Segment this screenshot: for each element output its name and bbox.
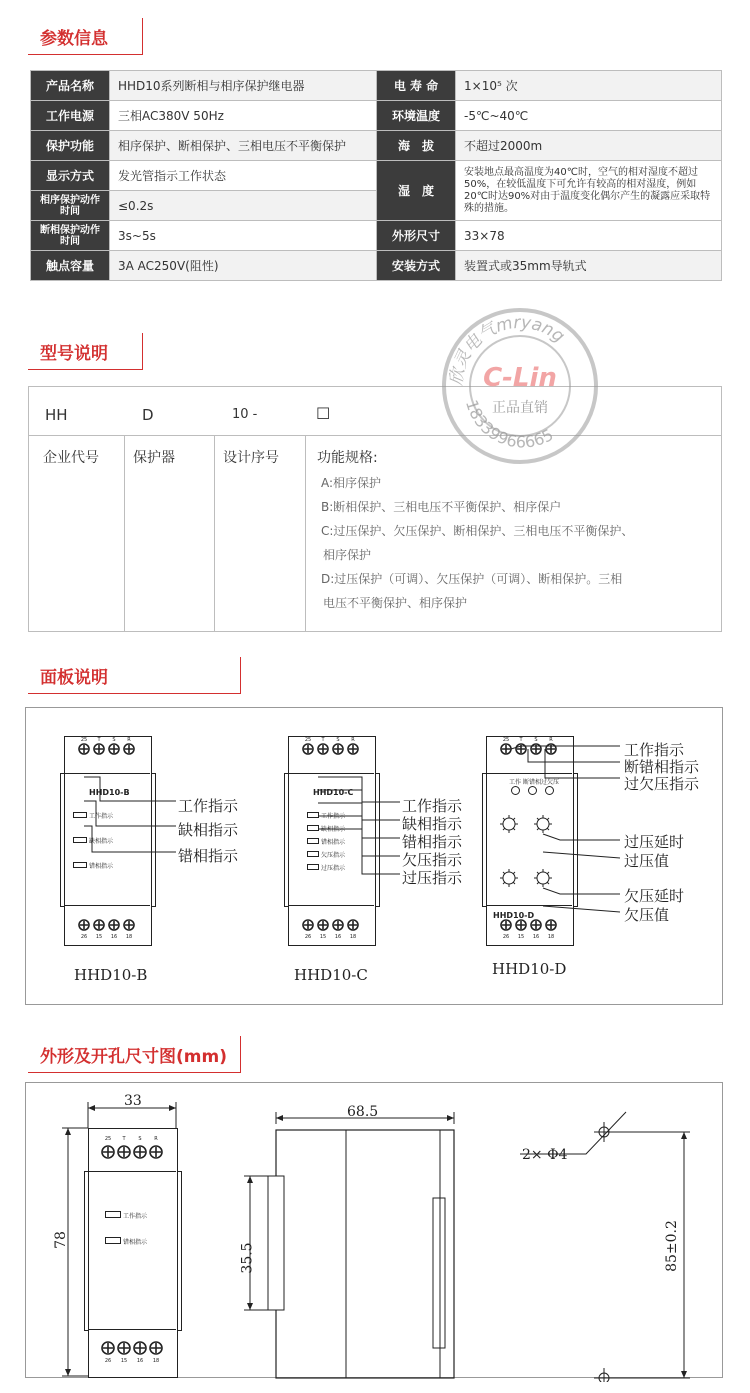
led-label: 工作指示 — [123, 1213, 148, 1220]
led-label: 错相指示 — [89, 863, 114, 870]
led-label: 欠压指示 — [321, 852, 346, 859]
callout-line — [543, 852, 620, 858]
dim-depth-label: 68.5 — [347, 1104, 379, 1120]
callout-line — [318, 816, 400, 856]
dim-height-label: 78 — [52, 1231, 69, 1249]
model-divider — [305, 435, 306, 631]
dim-rail-label: 35.5 — [239, 1242, 256, 1274]
terminal-label: 25 — [104, 1136, 112, 1142]
section-title-dimensions-text: 外形及开孔尺寸图(mm) — [40, 1047, 227, 1067]
callout-label: 欠压延时 — [624, 887, 685, 905]
terminal-label: 25 — [304, 737, 312, 743]
model-code: ☐ — [316, 404, 331, 423]
param-value: -5℃~40℃ — [456, 101, 722, 131]
side-view-slot — [433, 1198, 445, 1348]
model-divider — [124, 435, 125, 631]
led-label: 错相指示 — [123, 1239, 148, 1246]
section-title-panel — [28, 657, 241, 694]
terminal-label: 18 — [547, 934, 555, 940]
function-item: C:过压保护、欠压保护、断相保护、三相电压不平衡保护、 — [321, 524, 634, 538]
device-title: HHD10-D — [493, 911, 535, 920]
dim-pitch-label: 85±0.2 — [663, 1220, 680, 1272]
led-label: 缺相指示 — [89, 838, 114, 845]
section-title-model — [28, 333, 143, 370]
model-header: 企业代号 — [43, 450, 99, 466]
device-caption: HHD10-C — [294, 966, 368, 984]
model-header: 保护器 — [133, 450, 175, 466]
param-value: 33×78 — [456, 221, 722, 251]
callout-label: 过压指示 — [402, 869, 463, 887]
param-value: 安装地点最高温度为40℃时，空气的相对湿度不超过50%，在较低温度下可允许有较高的相对湿度，例如20℃时达90%对由于温度变化偶尔产生的凝露应采取特殊的措施。 — [456, 161, 722, 221]
terminal-label: T — [321, 737, 325, 743]
callout-line — [543, 906, 620, 912]
callout-line — [511, 746, 620, 749]
terminal-label: S — [112, 737, 116, 743]
table-row — [31, 251, 722, 281]
callout-line — [528, 749, 620, 762]
param-value: ≤0.2s — [110, 191, 377, 221]
dim-width-label: 33 — [124, 1093, 142, 1109]
callout-label: 过压延时 — [624, 833, 685, 851]
terminal-label: T — [519, 737, 523, 743]
callout-line — [84, 777, 176, 801]
watermark-stamp — [440, 306, 600, 466]
function-item: B:断相保护、三相电压不平衡保护、相序保户 — [321, 500, 562, 514]
param-value: 装置式或35mm导轨式 — [456, 251, 722, 281]
dimension-drawings — [0, 1082, 750, 1382]
terminal-label: 16 — [334, 934, 342, 940]
led-label: 过欠压 — [541, 779, 560, 786]
terminal-label: 16 — [136, 1358, 144, 1364]
param-label: 产品名称 — [31, 71, 110, 101]
terminal-label: S — [534, 737, 538, 743]
param-value: 相序保护、断相保护、三相电压不平衡保护 — [110, 131, 377, 161]
terminal-label: 26 — [502, 934, 510, 940]
table-row — [31, 71, 722, 101]
led-label: 工作 — [509, 779, 522, 786]
section-title-params — [28, 18, 143, 55]
callout-line — [84, 801, 176, 826]
callout-line — [543, 834, 620, 840]
param-value: 不超过2000m — [456, 131, 722, 161]
terminal-label: 25 — [80, 737, 88, 743]
terminal-label: 25 — [502, 737, 510, 743]
model-table — [28, 386, 722, 632]
callout-label: 工作指示 — [624, 741, 685, 759]
device-caption: HHD10-D — [492, 960, 567, 978]
param-label: 保护功能 — [31, 131, 110, 161]
param-label: 海 拔 — [377, 131, 456, 161]
terminal-label: 16 — [532, 934, 540, 940]
param-value: 三相AC380V 50Hz — [110, 101, 377, 131]
param-value: 3s~5s — [110, 221, 377, 251]
table-row — [31, 101, 722, 131]
callout-label: 断错相指示 — [624, 758, 700, 776]
side-view-body — [276, 1130, 454, 1378]
terminal-label: 26 — [104, 1358, 112, 1364]
terminal-label: R — [154, 1136, 158, 1142]
device-title: HHD10-B — [89, 788, 130, 797]
param-label: 工作电源 — [31, 101, 110, 131]
device-title: HHD10-C — [313, 788, 354, 797]
param-label: 触点容量 — [31, 251, 110, 281]
model-code: HH — [45, 406, 68, 424]
terminal-label: T — [97, 737, 101, 743]
terminal-label: R — [549, 737, 553, 743]
led-label: 断错相 — [523, 779, 542, 786]
callout-label: 工作指示 — [178, 797, 239, 815]
params-table — [30, 70, 722, 281]
callout-label: 欠压值 — [624, 906, 670, 924]
section-title-model-text: 型号说明 — [40, 344, 108, 364]
function-item: 相序保护 — [323, 548, 372, 562]
param-label: 相序保护动作时间 — [31, 191, 110, 221]
device-caption: HHD10-B — [74, 966, 148, 984]
callout-line — [545, 749, 620, 778]
callout-label: 过压值 — [624, 852, 670, 870]
section-title-dimensions — [28, 1036, 241, 1073]
watermark-logo: C-Lin — [483, 363, 557, 393]
callout-label: 过欠压指示 — [624, 775, 700, 793]
model-code: D — [142, 406, 154, 424]
callout-line — [543, 888, 620, 894]
terminal-label: 26 — [304, 934, 312, 940]
callout-label: 工作指示 — [402, 797, 463, 815]
param-value: HHD10系列断相与相序保护继电器 — [110, 71, 377, 101]
callout-label: 欠压指示 — [402, 851, 463, 869]
model-header: 功能规格: — [317, 450, 378, 466]
param-value: 1×10⁵ 次 — [456, 71, 722, 101]
terminal-label: 26 — [80, 934, 88, 940]
function-item: 电压不平衡保护、相序保护 — [323, 596, 468, 610]
function-item: D:过压保护（可调）、欠压保护（可调）、断相保护。三相 — [321, 572, 623, 586]
terminal-label: S — [138, 1136, 142, 1142]
led-label: 错相指示 — [321, 839, 346, 846]
param-label: 安装方式 — [377, 251, 456, 281]
rail-clip — [268, 1176, 284, 1310]
dim-holes-label: 2× Φ4 — [522, 1147, 568, 1163]
table-row — [31, 161, 722, 191]
callout-line — [84, 826, 176, 852]
section-title-params-text: 参数信息 — [40, 29, 108, 49]
led-label: 过压指示 — [321, 865, 346, 872]
led-label: 工作指示 — [89, 813, 114, 820]
led-label: 工作指示 — [321, 813, 346, 820]
terminal-label: R — [351, 737, 355, 743]
terminal-label: 15 — [517, 934, 525, 940]
watermark-badge: 正品直销 — [492, 400, 548, 416]
model-divider — [214, 435, 215, 631]
terminal-label: 18 — [125, 934, 133, 940]
param-label: 显示方式 — [31, 161, 110, 191]
model-code: 10 - — [232, 407, 258, 422]
table-row — [31, 221, 722, 251]
terminal-label: S — [336, 737, 340, 743]
param-label: 环境温度 — [377, 101, 456, 131]
model-divider — [29, 435, 721, 436]
callout-label: 错相指示 — [178, 847, 239, 865]
model-header: 设计序号 — [223, 450, 279, 466]
terminal-label: R — [127, 737, 131, 743]
param-label: 断相保护动作时间 — [31, 221, 110, 251]
callout-label: 错相指示 — [402, 833, 463, 851]
led-label: 缺相指示 — [321, 826, 346, 833]
function-item: A:相序保护 — [321, 476, 382, 490]
watermark-phone: 18339966665 — [461, 397, 557, 452]
terminal-label: 15 — [120, 1358, 128, 1364]
terminal-label: 15 — [319, 934, 327, 940]
terminal-label: 15 — [95, 934, 103, 940]
section-title-panel-text: 面板说明 — [40, 668, 108, 688]
terminal-label: 18 — [152, 1358, 160, 1364]
terminal-label: 16 — [110, 934, 118, 940]
terminal-label: 18 — [349, 934, 357, 940]
watermark-ring-text: 欣灵电气mryang — [446, 312, 569, 387]
table-row — [31, 131, 722, 161]
terminal-label: T — [122, 1136, 126, 1142]
param-value: 3A AC250V(阻性) — [110, 251, 377, 281]
param-value: 发光管指示工作状态 — [110, 161, 377, 191]
callout-label: 缺相指示 — [178, 821, 239, 839]
param-label: 电 寿 命 — [377, 71, 456, 101]
callout-label: 缺相指示 — [402, 815, 463, 833]
param-label: 湿 度 — [377, 161, 456, 221]
param-label: 外形尺寸 — [377, 221, 456, 251]
callout-line — [318, 829, 400, 874]
